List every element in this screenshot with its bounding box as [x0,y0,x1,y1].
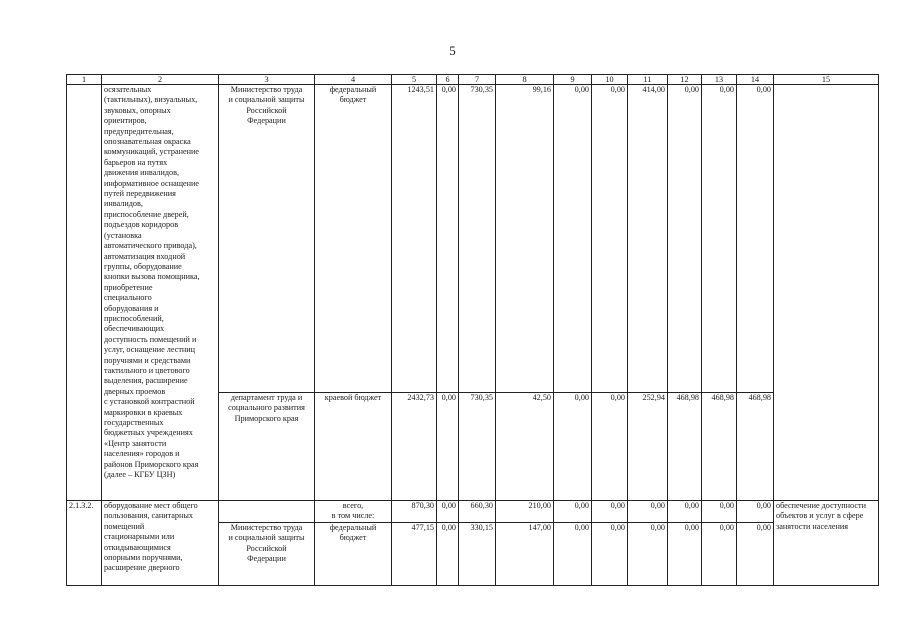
funding-source-cell: федеральный бюджет [315,523,392,586]
value-cell: 0,00 [554,85,592,393]
table-row [67,501,879,523]
value-cell: 0,00 [592,85,628,393]
value-cell: 730,35 [459,85,496,393]
header-cell: 13 [702,75,737,85]
header-cell: 6 [437,75,459,85]
value-cell: 468,98 [702,393,737,501]
value-cell: 468,98 [668,393,702,501]
header-cell: 12 [668,75,702,85]
value-cell: 0,00 [437,85,459,393]
value-cell: 0,00 [554,523,592,586]
value-cell: 147,00 [496,523,554,586]
funding-source-cell: всего, в том числе: [315,501,392,523]
value-cell: 0,00 [554,501,592,523]
item-description: осязательных (тактильных), визуальных, звуковых, опорных ориентиров, предупредительная, опознавательная окраска коммуникаций, устранение барьеров на путях движения инвалидов, информативное оснащение путей передвижения инвалидов, приспособление дверей, подъездов коридоров (установка автоматического привода), автоматизация входной группы, оборудование кнопки вызова помощника, приобретение специального оборудования и приспособлений, обеспечивающих доступность помещений и услуг, оснащение лестниц поручнями и средствами тактильного и цветового выделения, расширение дверных проемов с установкой контрастной маркировки в краевых государственных бюджетных учреждениях «Центр занятости населения» городов и районов Приморского края (далее – КГБУ ЦЗН) [102,85,219,501]
item-code-cell [67,85,102,501]
funding-source-cell: федеральный бюджет [315,85,392,393]
header-cell: 3 [219,75,315,85]
header-cell: 15 [774,75,879,85]
value-cell: 0,00 [737,501,774,523]
funding-source-cell: краевой бюджет [315,393,392,501]
value-cell: 477,15 [392,523,437,586]
header-cell: 9 [554,75,592,85]
header-row [67,75,879,85]
header-cell: 7 [459,75,496,85]
executor-cell: Министерство труда и социальной защиты Российской Федерации [219,85,315,393]
value-cell: 99,16 [496,85,554,393]
header-cell: 4 [315,75,392,85]
value-cell: 330,15 [459,523,496,586]
budget-table [66,74,879,586]
value-cell: 0,00 [592,501,628,523]
item-description: оборудование мест общего пользования, санитарных помещений стационарными или откидывающимися опорными поручнями, расширение дверного [102,501,219,586]
header-cell: 14 [737,75,774,85]
header-cell: 2 [102,75,219,85]
value-cell: 0,00 [668,523,702,586]
result-cell: обеспечение доступности объектов и услуг в сфере занятости населения [774,501,879,586]
header-cell: 11 [628,75,668,85]
value-cell: 414,00 [628,85,668,393]
value-cell: 0,00 [437,501,459,523]
value-cell: 0,00 [628,501,668,523]
value-cell: 0,00 [592,393,628,501]
header-cell: 8 [496,75,554,85]
executor-cell [219,501,315,523]
executor-cell: Министерство труда и социальной защиты Российской Федерации [219,523,315,586]
value-cell: 1243,51 [392,85,437,393]
result-cell [774,85,879,501]
value-cell: 0,00 [702,501,737,523]
value-cell: 0,00 [437,523,459,586]
value-cell: 0,00 [737,523,774,586]
value-cell: 870,30 [392,501,437,523]
item-code-cell: 2.1.3.2. [67,501,102,586]
value-cell: 0,00 [668,85,702,393]
value-cell: 252,94 [628,393,668,501]
value-cell: 0,00 [554,393,592,501]
value-cell: 0,00 [437,393,459,501]
value-cell: 0,00 [702,523,737,586]
header-cell: 1 [67,75,102,85]
executor-cell: департамент труда и социального развития Приморского края [219,393,315,501]
value-cell: 2432,73 [392,393,437,501]
value-cell: 42,50 [496,393,554,501]
page-number: 5 [449,43,456,58]
header-cell: 5 [392,75,437,85]
value-cell: 0,00 [592,523,628,586]
value-cell: 0,00 [737,85,774,393]
value-cell: 468,98 [737,393,774,501]
value-cell: 730,35 [459,393,496,501]
value-cell: 0,00 [628,523,668,586]
table-row [67,85,879,393]
header-cell: 10 [592,75,628,85]
value-cell: 210,00 [496,501,554,523]
value-cell: 0,00 [668,501,702,523]
value-cell: 660,30 [459,501,496,523]
value-cell: 0,00 [702,85,737,393]
